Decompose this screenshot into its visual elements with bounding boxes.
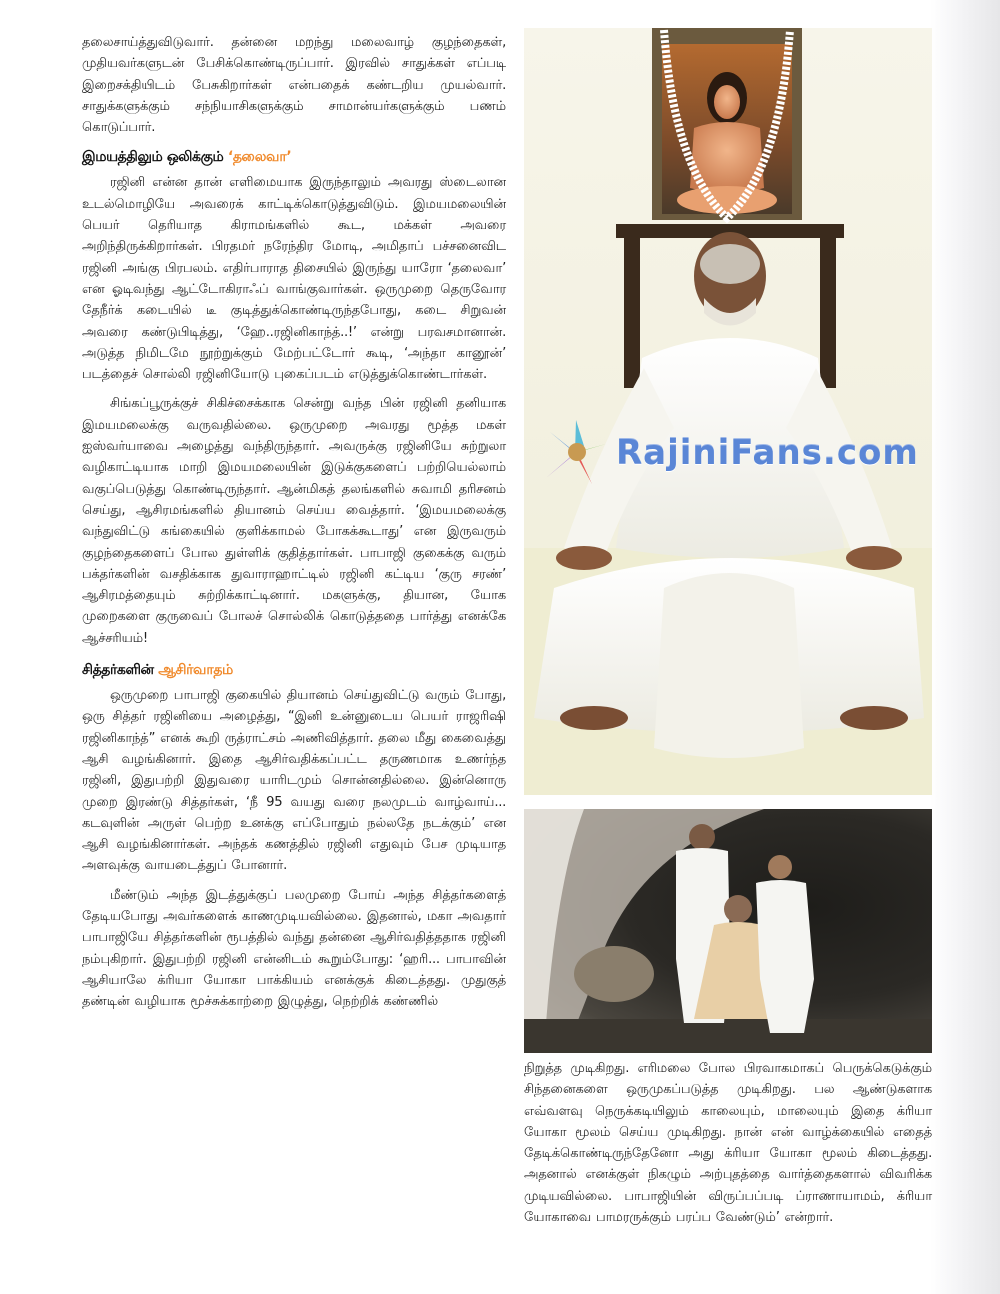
watermark-text: RajiniFans.com [616,433,919,473]
continuation-paragraph: நிறுத்த முடிகிறது. எரிமலை போல பிரவாகமாகப் பெருக்கெடுக்கும் சிந்தனைகளை ஒருமுகப்படுத்த முடிகிறது. பல ஆண்டுகளாக எவ்வளவு நெருக்கடியிலும் காலையும், மாலையும் இதை க்ரியா யோகா மூலம் செய்ய முடிகிறது. நான் என் வாழ்க்கையில் எதைத் தேடிக்கொண்டிருந்தேனோ அது க்ரியா யோகா மூலம் கிடைத்தது. அதனால் எனக்குள் நிகழும் அற்புதத்தை வார்த்தைகளால் விவரிக்க முடியவில்லை. பாபாஜியின் விருப்பப்படி ப்ராணாயாமம், க்ரியா யோகாவை பாமரருக்கும் பரப்ப வேண்டும்’ என்றார். [524,1061,932,1226]
right-article-column [524,1058,932,1228]
heading-accent-text: ‘தலைவா’ [227,149,292,166]
article-paragraph: ரஜினி என்ன தான் எளிமையாக இருந்தாலும் அவரது ஸ்டைலான உடல்மொழியே அவரைக் காட்டிக்கொடுத்துவிடும். இமயமலையின் பெயர் தெரியாத கிராமங்களில் கூட, மக்கள் அவரை அறிந்திருக்கிறார்கள். பிரதமர் நரேந்திர மோடி, அமிதாப் பச்சனைவிட ரஜினி அங்கு பிரபலம். எதிர்பாராத திசையில் இருந்து யாரோ ‘தலைவா’ என ஓடிவந்து ஆட்டோகிராஃப் வாங்குவார்கள். ஒருமுறை தெருவோர தேநீர்க் கடையில் டீ குடித்துக்கொண்டிருந்தபோது, கடை சிறுவன் அவரை கண்டுபிடித்து, ‘ஹே..ரஜினிகாந்த்..!’ என்று பரவசமானான். அடுத்த நிமிடமே நூற்றுக்கும் மேற்பட்டோர் கூடி, ‘அந்தா கானூன்’ படத்தைச் சொல்லி ரஜினியோடு புகைப்படம் எடுத்துக்கொண்டார்கள். [82,175,506,383]
watermark [540,418,919,488]
meditation-photo-illustration [524,28,932,795]
article-paragraph: சிங்கப்பூருக்குச் சிகிச்சைக்காக சென்று வந்த பின் ரஜினி தனியாக இமயமலைக்கு வருவதில்லை. ஒருமுறை அவரது மூத்த மகள் ஐஸ்வர்யாவை அழைத்து வந்திருந்தார். அவருக்கு ரஜினியே சுற்றுலா வழிகாட்டியாக மாறி இமயமலையின் இடுக்குகளைப் பற்றியெல்லாம் வகுப்பெடுத்து கொண்டிருந்தார். ஆன்மிகத் தலங்களில் சுவாமி தரிசனம் செய்து, ஆசிரமங்களில் தியானம் செய்ய வைத்தார். ‘இமயமலைக்கு வந்துவிட்டு கங்கையில் குளிக்காமல் போகக்கூடாது’ என இருவரும் குழந்தைகளைப் போல துள்ளிக் குதித்தார்கள். பாபாஜி குகைக்கு வரும் பக்தர்களின் வசதிக்காக துவாராஹாட்டில் ரஜினி கட்டிய ‘குரு சரண்’ ஆசிரமத்தையும் சுற்றிக்காட்டினார். மகளுக்கு, தியான, யோக முறைகளை குருவைப் போலச் சொல்லிக் கொடுத்ததை பார்த்து எனக்கே ஆச்சரியம்! [82,396,506,646]
heading-text: இமயத்திலும் ஒலிக்கும் [82,149,224,166]
section-heading-siddhars [82,659,506,681]
pinwheel-logo-icon [540,418,610,488]
heading-accent-text: ஆசிர்வாதம் [158,662,233,679]
intro-paragraph: தலைசாய்த்துவிடுவார். தன்னை மறந்து மலைவாழ் குழந்தைகள், முதியவர்களுடன் பேசிக்கொண்டிருப்பார். இரவில் சாதுக்கள் எப்படி இறைசக்தியிடம் பேசுகிறார்கள் என்பதைக் கண்டறிய முயல்வார். சாதுக்களுக்கும் சந்நியாசிகளுக்கும் சாமான்யர்களுக்கும் பணம் கொடுப்பார். [82,35,506,136]
main-photo [524,28,932,795]
cave-photo [524,809,932,1053]
article-paragraph: மீண்டும் அந்த இடத்துக்குப் பலமுறை போய் அந்த சித்தர்களைத் தேடியபோது அவர்களைக் காணமுடியவில்லை. இதனால், மகா அவதார் பாபாஜியே சித்தர்களின் ரூபத்தில் வந்து தன்னை ஆசிர்வதித்ததாக ரஜினி நம்புகிறார். இதுபற்றி ரஜினி என்னிடம் கூறும்போது: ‘ஹரி... பாபாவின் ஆசியாலே க்ரியா யோகா பாக்கியம் எனக்குக் கிடைத்தது. முதுகுத் தண்டின் வழியாக மூச்சுக்காற்றை இழுத்து, நெற்றிக் கண்ணில் [82,887,506,1010]
left-article-column [82,32,506,1012]
article-paragraph: ஒருமுறை பாபாஜி குகையில் தியானம் செய்துவிட்டு வரும் போது, ஒரு சித்தர் ரஜினியை அழைத்து, “இனி உன்னுடைய பெயர் ராஜரிஷி ரஜினிகாந்த்” எனக் கூறி ருத்ராட்சம் அணிவித்தார். தலை மீது கைவைத்து ஆசி வழங்கினார். இதை ஆசிர்வதிக்கப்பட்ட தருணமாக உணர்ந்த ரஜினி, இதுபற்றி இதுவரை யாரிடமும் சொன்னதில்லை. இன்னொரு முறை இரண்டு சித்தர்கள், ‘நீ 95 வயது வரை நலமுடம் வாழ்வாய்... கடவுளின் அருள் பெற்ற உனக்கு எப்போதும் நல்லதே நடக்கும்’ என ஆசி வழங்கினார்கள். அந்தக் கணத்தில் ரஜினி எதுவும் பேச முடியாத அளவுக்கு வாயடைத்துப் போனார். [82,688,506,874]
cave-photo-illustration [524,809,932,1053]
section-heading-himalaya [82,146,506,168]
heading-text: சித்தர்களின் [82,662,154,679]
